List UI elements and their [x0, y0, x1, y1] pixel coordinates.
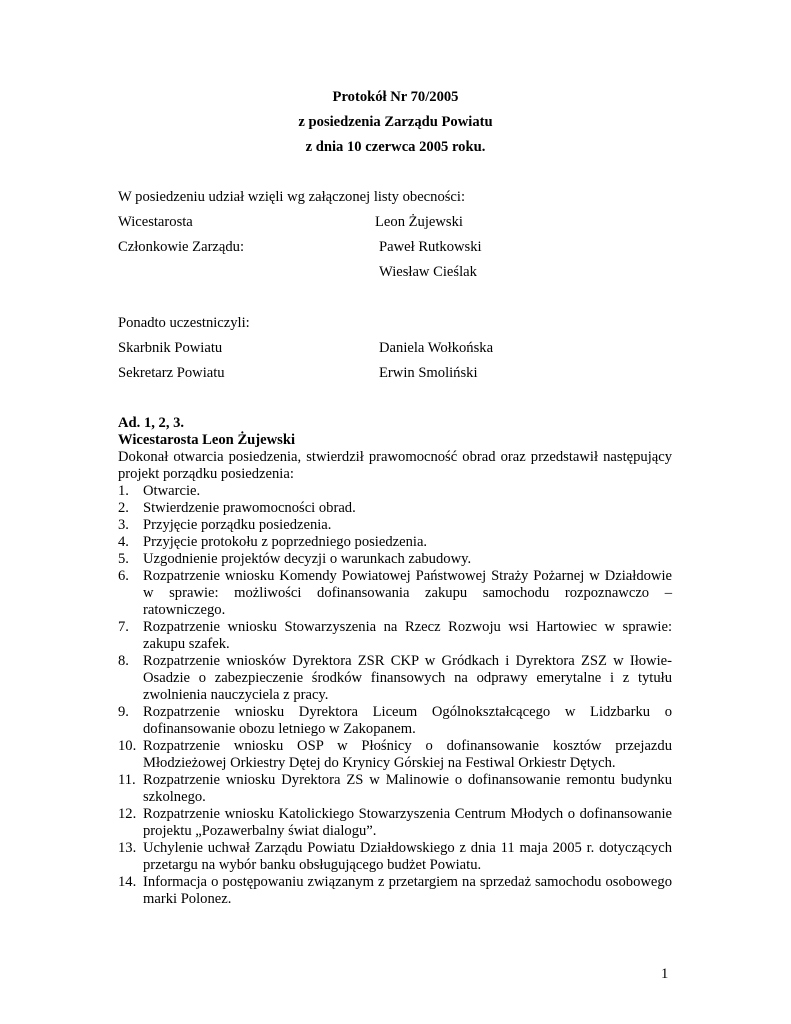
agenda-item-text: Informacja o postępowaniu związanym z przetargiem na sprzedaż samochodu osobowego marki Polonez.	[143, 874, 672, 907]
agenda-item	[118, 653, 672, 704]
protocol-subtitle: z posiedzenia Zarządu Powiatu	[298, 114, 493, 130]
agenda-item	[118, 738, 672, 772]
others-name: Erwin Smoliński	[379, 365, 478, 381]
agenda-item-text: Rozpatrzenie wniosku Komendy Powiatowej Państwowej Straży Pożarnej w Działdowie w sprawie: możliwości dofinansowania zakupu samochodu rozpoznawczo – ratowniczego.	[143, 568, 672, 618]
attendance-name: Paweł Rutkowski	[379, 239, 482, 255]
page-number: 1	[661, 966, 669, 982]
others-name: Daniela Wołkońska	[379, 340, 494, 356]
agenda-item-text: Rozpatrzenie wniosku OSP w Płośnicy o dofinansowanie kosztów przejazdu Młodzieżowej Orkiestry Dętej do Krynicy Górskiej na Festiwal Orkiestr Dętych.	[143, 738, 672, 771]
agenda-item-text: Stwierdzenie prawomocności obrad.	[143, 500, 356, 516]
agenda-item	[118, 840, 672, 874]
agenda-item-text: Rozpatrzenie wniosku Katolickiego Stowarzyszenia Centrum Młodych o dofinansowanie projektu „Pozawerbalny świat dialogu”.	[143, 806, 672, 839]
agenda-item-number: 1.	[118, 483, 129, 499]
agenda-item-text: Uzgodnienie projektów decyzji o warunkach zabudowy.	[143, 551, 472, 567]
agenda-item-number: 13.	[118, 840, 137, 856]
agenda-item-number: 6.	[118, 568, 129, 584]
agenda-item-text: Uchylenie uchwał Zarządu Powiatu Działdowskiego z dnia 11 maja 2005 r. dotyczących przetargu na wybór banku obsługującego budżet Powiatu.	[143, 840, 672, 873]
agenda-item-number: 8.	[118, 653, 129, 669]
agenda-item-text: Rozpatrzenie wniosku Dyrektora ZS w Malinowie o dofinansowanie remontu budynku szkolnego.	[143, 772, 672, 805]
agenda-item	[118, 619, 672, 653]
agenda-item-number: 11.	[118, 772, 136, 788]
attendance-name: Wiesław Cieślak	[379, 264, 477, 280]
others-intro: Ponadto uczestniczyli:	[118, 315, 250, 331]
agenda-item-number: 5.	[118, 551, 129, 567]
agenda-list	[118, 483, 672, 908]
agenda-item-number: 3.	[118, 517, 129, 533]
agenda-item-text: Otwarcie.	[143, 483, 201, 499]
agenda-item	[118, 551, 672, 568]
agenda-item	[118, 534, 672, 551]
attendance-intro: W posiedzeniu udział wzięli wg załączonej listy obecności:	[118, 189, 466, 205]
agenda-item-number: 12.	[118, 806, 137, 822]
agenda-item-text: Przyjęcie porządku posiedzenia.	[143, 517, 332, 533]
agenda-item	[118, 568, 672, 619]
agenda-item	[118, 874, 672, 908]
agenda-item-number: 7.	[118, 619, 129, 635]
agenda-item-text: Przyjęcie protokołu z poprzedniego posiedzenia.	[143, 534, 428, 550]
agenda-item	[118, 806, 672, 840]
agenda-item	[118, 704, 672, 738]
agenda-item	[118, 483, 672, 500]
attendance-role: Wicestarosta	[118, 214, 193, 230]
section-speaker: Wicestarosta Leon Żujewski	[118, 432, 296, 448]
others-role: Sekretarz Powiatu	[118, 365, 225, 381]
agenda-item-number: 4.	[118, 534, 129, 550]
protocol-date: z dnia 10 czerwca 2005 roku.	[305, 139, 486, 155]
agenda-item	[118, 772, 672, 806]
agenda-item-text: Rozpatrzenie wniosku Dyrektora Liceum Ogólnokształcącego w Lidzbarku o dofinansowanie obozu letniego w Zakopanem.	[143, 704, 672, 737]
others-role: Skarbnik Powiatu	[118, 340, 223, 356]
agenda-item-text: Rozpatrzenie wniosku Stowarzyszenia na Rzecz Rozwoju wsi Hartowiec w sprawie: zakupu szafek.	[143, 619, 672, 652]
attendance-name: Leon Żujewski	[375, 214, 463, 230]
agenda-item-text: Rozpatrzenie wniosków Dyrektora ZSR CKP w Gródkach i Dyrektora ZSZ w Iłowie-Osadzie o zabezpieczenie środków finansowych na odprawy emerytalne i z tytułu zwolnienia nauczyciela z pracy.	[143, 653, 672, 703]
protocol-title: Protokół Nr 70/2005	[332, 89, 459, 105]
agenda-item-number: 10.	[118, 738, 137, 754]
agenda-item-number: 9.	[118, 704, 129, 720]
agenda-item-number: 2.	[118, 500, 129, 516]
agenda-item	[118, 517, 672, 534]
agenda-item-number: 14.	[118, 874, 137, 890]
agenda-item	[118, 500, 672, 517]
section-heading: Ad. 1, 2, 3.	[118, 415, 185, 431]
section-text: Dokonał otwarcia posiedzenia, stwierdził prawomocność obrad oraz przedstawił następujący projekt porządku posiedzenia:	[118, 449, 672, 482]
attendance-role: Członkowie Zarządu:	[118, 239, 245, 255]
